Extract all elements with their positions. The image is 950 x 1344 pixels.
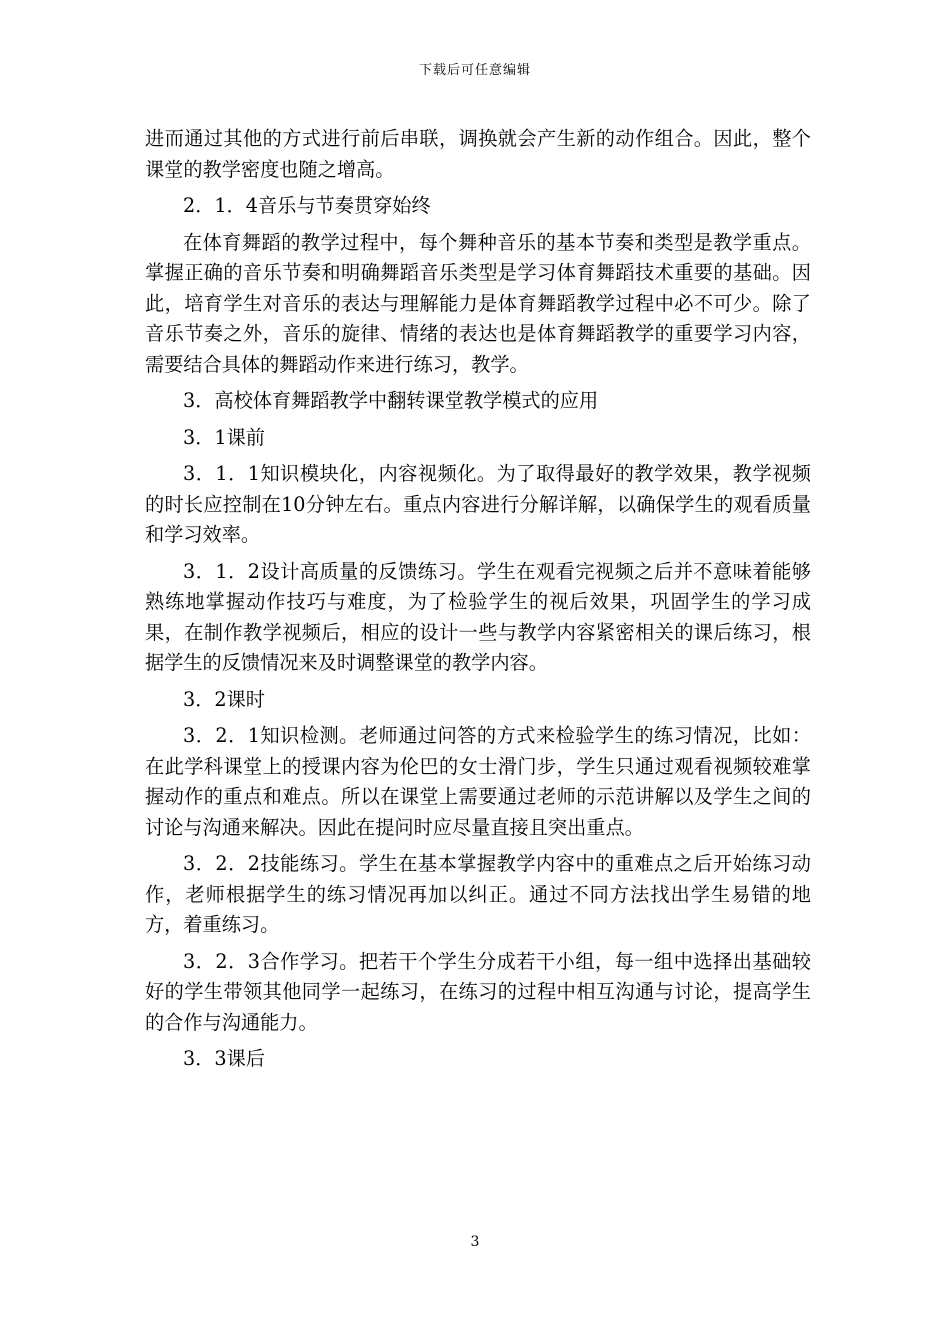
page-header: 下载后可任意编辑: [418, 63, 531, 78]
section-heading-3-1: 3．1课前: [183, 425, 265, 449]
paragraph-3-2-3: 3．2．3合作学习。把若干个学生分成若干小组，每一组中选择出基础较好的学生带领其他同学一起练习，在练习的过程中相互沟通与讨论，提高学生的合作与沟通能力。: [145, 949, 811, 1034]
section-heading-2-1-4: 2．1．4音乐与节奏贯穿始终: [183, 194, 431, 217]
paragraph-continued: 进而通过其他的方式进行前后串联，调换就会产生新的动作组合。因此，整个课堂的教学密度也随之增高。: [145, 127, 811, 181]
paragraph-3-2-2: 3．2．2技能练习。学生在基本掌握教学内容中的重难点之后开始练习动作，老师根据学生的练习情况再加以纠正。通过不同方法找出学生易错的地方，着重练习。: [145, 852, 811, 936]
paragraph-3-2-1: 3．2．1知识检测。老师通过问答的方式来检验学生的练习情况，比如：在此学科课堂上的授课内容为伦巴的女士滑门步，学生只通过观看视频较难掌握动作的重点和难点。所以在课堂上需要通过老师的示范讲解以及学生之间的讨论与沟通来解决。因此在提问时应尽量直接且突出重点。: [145, 724, 811, 839]
section-heading-3: 3．高校体育舞蹈教学中翻转课堂教学模式的应用: [183, 389, 599, 412]
paragraph-music-rhythm: 在体育舞蹈的教学过程中，每个舞种音乐的基本节奏和类型是教学重点。掌握正确的音乐节奏和明确舞蹈音乐类型是学习体育舞蹈技术重要的基础。因此，培育学生对音乐的表达与理解能力是体育舞蹈教学过程中必不可少。除了音乐节奏之外，音乐的旋律、情绪的表达也是体育舞蹈教学的重要学习内容，需要结合具体的舞蹈动作来进行练习，教学。: [145, 230, 811, 376]
paragraph-3-1-1: 3．1．1知识模块化，内容视频化。为了取得最好的教学效果，教学视频的时长应控制在10分钟左右。重点内容进行分解详解，以确保学生的观看质量和学习效率。: [145, 462, 811, 546]
paragraph-3-1-2: 3．1．2设计高质量的反馈练习。学生在观看完视频之后并不意味着能够熟练地掌握动作技巧与难度，为了检验学生的视后效果，巩固学生的学习成果，在制作教学视频后，相应的设计一些与教学内容紧密相关的课后练习，根据学生的反馈情况来及时调整课堂的教学内容。: [145, 559, 811, 674]
section-heading-3-3: 3．3课后: [183, 1047, 265, 1070]
section-heading-3-2: 3．2课时: [183, 687, 265, 711]
page-number: 3: [470, 1234, 480, 1250]
document-body: [145, 124, 811, 1081]
